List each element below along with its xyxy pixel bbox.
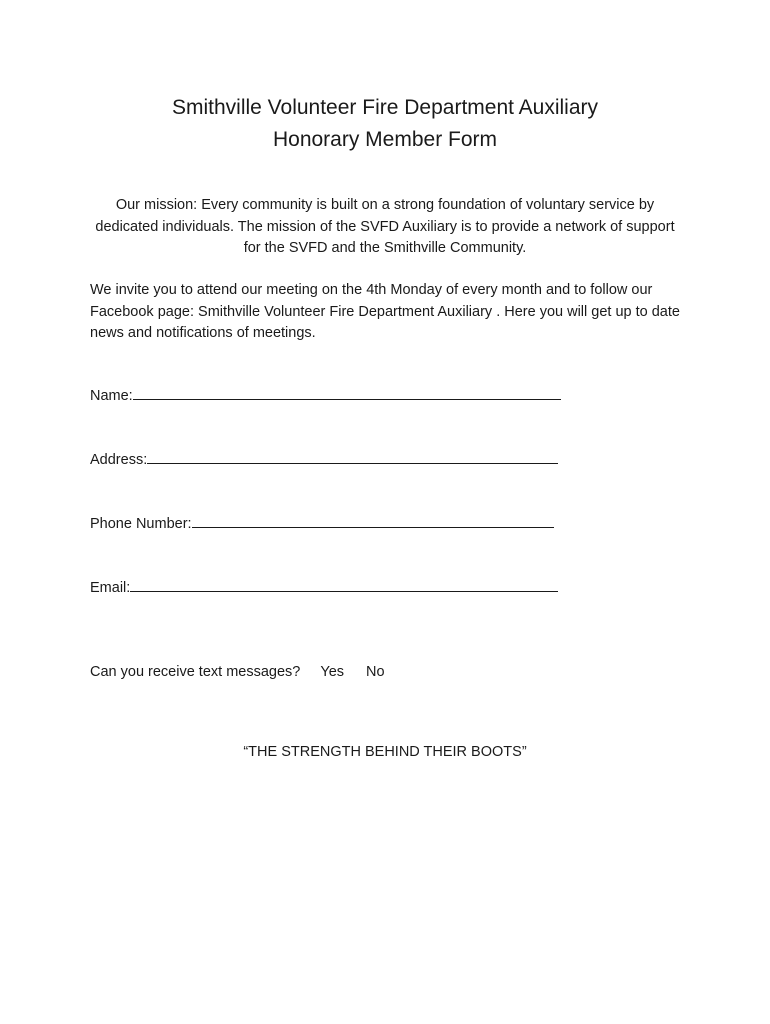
phone-field[interactable] [90, 513, 554, 534]
email-field[interactable] [90, 577, 558, 598]
email-blank-line[interactable] [130, 577, 558, 592]
name-label: Name: [90, 388, 133, 404]
page-subtitle: Honorary Member Form [272, 128, 498, 151]
email-label: Email: [90, 580, 131, 596]
name-blank-line[interactable] [133, 385, 561, 400]
text-messages-question [90, 662, 385, 682]
no-option[interactable]: No [366, 664, 385, 680]
address-field[interactable] [90, 449, 558, 470]
invitation-paragraph: We invite you to attend our meeting on the 4th Monday of every month and to follow our Facebook page: Smithville Volunteer Fire Department Auxiliary . Here you will get up to date news and notifications of meetings. [90, 282, 680, 341]
phone-blank-line[interactable] [192, 513, 554, 528]
address-blank-line[interactable] [147, 449, 558, 464]
page-title: Smithville Volunteer Fire Department Auxiliary [171, 96, 598, 119]
name-field[interactable] [90, 385, 561, 406]
address-label: Address: [90, 452, 148, 468]
mission-statement: Our mission: Every community is built on a strong foundation of voluntary service by dedicated individuals. The mission of the SVFD Auxiliary is to provide a network of support for the SVFD and the Smithville Community. [95, 197, 675, 256]
text-messages-label: Can you receive text messages? [90, 664, 301, 680]
slogan: “THE STRENGTH BEHIND THEIR BOOTS” [243, 744, 527, 760]
phone-label: Phone Number: [90, 516, 192, 532]
yes-option[interactable]: Yes [320, 664, 345, 680]
